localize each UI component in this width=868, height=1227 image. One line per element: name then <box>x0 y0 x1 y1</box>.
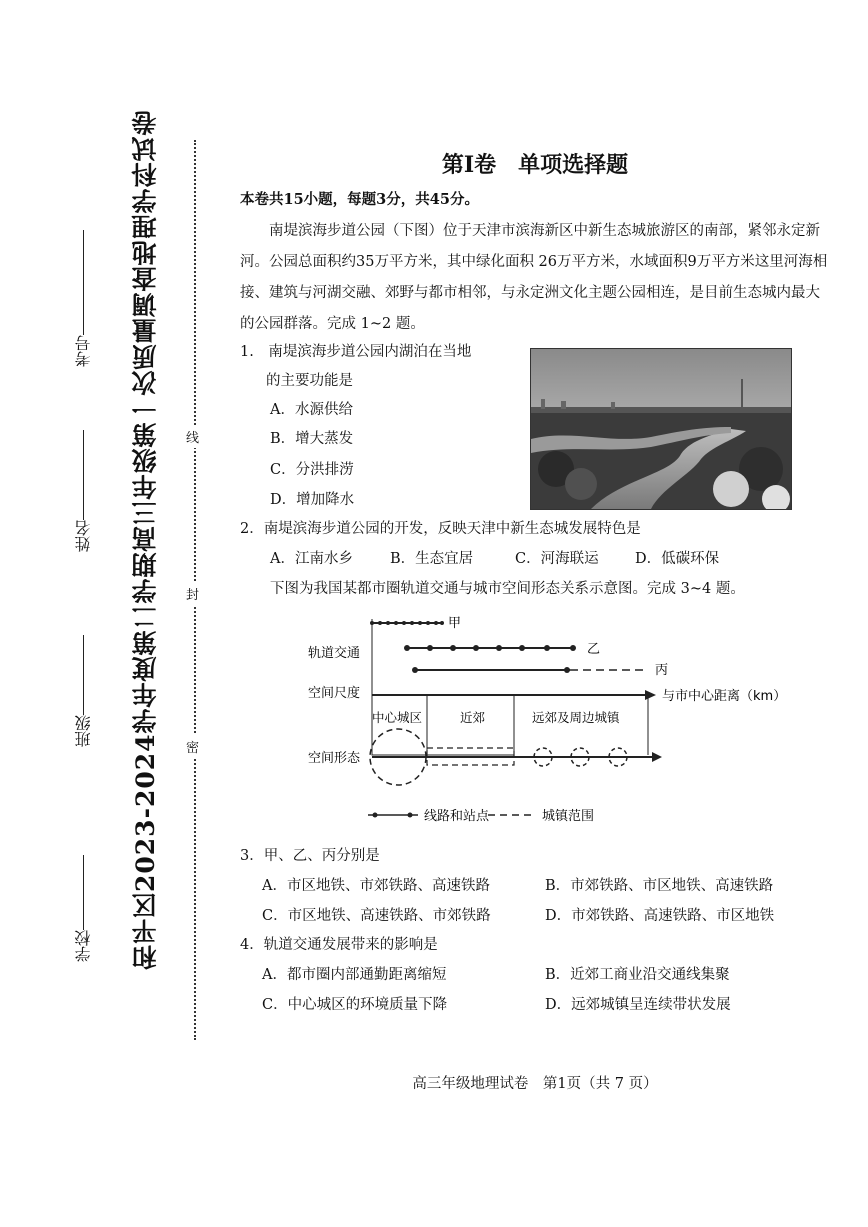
q2-option-b[interactable]: B．生态宜居 <box>390 551 474 567</box>
zone-near-suburb: 近郊 <box>460 710 486 725</box>
row-label-form: 空间形态 <box>308 751 361 766</box>
q3-option-b[interactable]: B．市郊铁路、市区地铁、高速铁路 <box>545 878 774 894</box>
q2-option-c[interactable]: C．河海联运 <box>515 551 599 567</box>
field-exam-number-label: 考号 <box>74 335 93 367</box>
q2-option-d[interactable]: D．低碳环保 <box>635 551 720 567</box>
field-school-blank[interactable] <box>84 855 85 930</box>
q1-stem-line1: 1. 南堤滨海步道公园内湖泊在当地 <box>240 344 472 360</box>
exam-title-vertical: 和平区2023-2024学年度第二学期高三年级第一次质量调查地理学科试卷 <box>131 109 160 970</box>
field-class-label: 班级 <box>74 715 93 747</box>
q3-option-a[interactable]: A．市区地铁、市郊铁路、高速铁路 <box>262 878 490 894</box>
park-photo <box>530 348 792 510</box>
q4-stem: 4．轨道交通发展带来的影响是 <box>240 937 438 953</box>
zone-center: 中心城区 <box>372 710 423 725</box>
q3-stem: 3．甲、乙、丙分别是 <box>240 848 380 864</box>
line-label-bing: 丙 <box>655 663 669 678</box>
section-instructions: 本卷共15小题，每题3分，共45分。 <box>240 191 479 208</box>
seal-char-secret: 密 <box>186 735 199 758</box>
field-exam-number-blank[interactable] <box>84 230 85 335</box>
section-title: 第Ⅰ卷 单项选择题 <box>441 152 629 178</box>
q4-option-a[interactable]: A．都市圈内部通勤距离缩短 <box>262 967 447 983</box>
q1-option-a[interactable]: A．水源供给 <box>270 402 353 418</box>
passage-2: 下图为我国某都市圈轨道交通与城市空间形态关系示意图。完成 3~4 题。 <box>270 581 745 597</box>
q2-stem: 2．南堤滨海步道公园的开发，反映天津中新生态城发展特色是 <box>240 521 641 537</box>
seal-char-seal: 封 <box>186 582 199 605</box>
q3-option-d[interactable]: D．市郊铁路、高速铁路、市区地铁 <box>545 908 775 924</box>
row-label-rail: 轨道交通 <box>308 646 361 661</box>
field-school <box>72 855 95 962</box>
passage-1: 南堤滨海步道公园（下图）位于天津市滨海新区中新生态城旅游区的南部，紧邻永定新河。公园总面积约35万平方米，其中绿化面积 26万平方米，水域面积9万平方米这里河海相接、建筑与河湖交融、郊野与都市相邻，与永定洲文化主题公园相连，是目前生态城内最大的公园群落。完成 1~2 题。 <box>240 223 828 332</box>
rail-space-diagram <box>300 605 810 835</box>
page-footer: 高三年级地理试卷 第1页（共 7 页） <box>412 1076 658 1092</box>
legend-line-stations: 线路和站点 <box>424 809 490 824</box>
field-class <box>72 635 95 747</box>
seal-char-line: 线 <box>186 425 199 448</box>
field-exam-number <box>72 230 95 367</box>
axis-label-distance: 与市中心距离（km） <box>662 689 787 704</box>
q4-option-d[interactable]: D．远郊城镇呈连续带状发展 <box>545 997 731 1013</box>
q1-option-d[interactable]: D．增加降水 <box>270 492 355 508</box>
zone-outer-suburb: 远郊及周边城镇 <box>532 710 620 725</box>
field-name-blank[interactable] <box>84 430 85 520</box>
field-school-label: 学校 <box>74 930 93 962</box>
q1-option-b[interactable]: B．增大蒸发 <box>270 431 354 447</box>
field-name-label: 姓名 <box>74 520 93 552</box>
q3-option-c[interactable]: C．市区地铁、高速铁路、市郊铁路 <box>262 908 491 924</box>
q1-stem-line2: 的主要功能是 <box>266 373 353 389</box>
q1-option-c[interactable]: C．分洪排涝 <box>270 462 354 478</box>
q4-option-b[interactable]: B．近郊工商业沿交通线集聚 <box>545 967 730 983</box>
legend-town-range: 城镇范围 <box>542 809 595 824</box>
line-label-jia: 甲 <box>448 616 462 631</box>
field-name <box>72 430 95 552</box>
line-label-yi: 乙 <box>587 642 601 657</box>
q2-option-a[interactable]: A．江南水乡 <box>270 551 353 567</box>
field-class-blank[interactable] <box>84 635 85 715</box>
q4-option-c[interactable]: C．中心城区的环境质量下降 <box>262 997 448 1013</box>
row-label-scale: 空间尺度 <box>308 686 361 701</box>
